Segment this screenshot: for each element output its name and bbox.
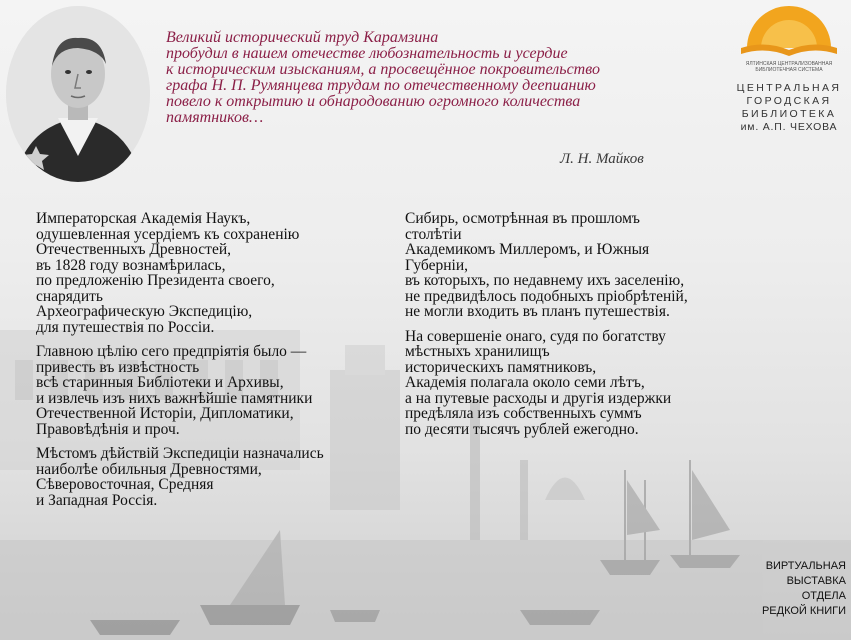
text-line: Правовѣдѣнія и проч.	[36, 420, 180, 438]
karamzin-quote	[166, 30, 706, 126]
quote-line: к историческим изысканиям, а просвещённое покровительство	[166, 61, 600, 78]
text-line: не предвидѣлось подобныхъ пріобрѣтеній,	[405, 287, 688, 305]
text-line: и извлечь изъ нихъ важнѣйшіе памятники	[36, 389, 313, 407]
exhibit-line: ВЫСТАВКА	[786, 575, 846, 587]
exhibit-line: ОТДЕЛА	[801, 590, 846, 602]
paragraph	[36, 344, 406, 437]
logo-small-text: ЯЛТИНСКАЯ ЦЕНТРАЛИЗОВАННАЯ БИБЛИОТЕЧНАЯ СИСТЕМА	[745, 61, 833, 73]
text-line: предѣляла изъ собственныхъ суммъ	[405, 405, 642, 422]
exhibit-line: ВИРТУАЛЬНАЯ	[765, 560, 846, 572]
text-line: Академикомъ Миллеромъ, и Южныя	[405, 241, 650, 258]
paragraph	[405, 329, 785, 438]
text-line: Мѣстомъ дѣйствій Экспедиціи назначались	[36, 445, 324, 462]
paragraph	[36, 446, 406, 508]
logo-line: им. А.П. ЧЕХОВА	[740, 121, 838, 133]
text-line: для путешествія по Россіи.	[36, 318, 215, 336]
logo-line: ГОРОДСКАЯ	[746, 95, 832, 107]
quote-line: пробудил в нашем отечестве любознательность и усердие	[166, 45, 568, 62]
text-line: Археографическую Экспедицію,	[36, 303, 253, 320]
text-line: всѣ старинныя Библіотеки и Архивы,	[36, 374, 284, 391]
text-line: Губерніи,	[405, 256, 468, 274]
text-line: привесть въ извѣстность	[36, 358, 200, 376]
logo-line: ЦЕНТРАЛЬНАЯ	[736, 82, 842, 94]
text-line: въ 1828 году вознамѣрилась,	[36, 256, 226, 274]
text-line: снарядить	[36, 287, 103, 305]
library-logo	[733, 4, 845, 144]
left-text-column	[36, 211, 406, 517]
quote-line: памятников…	[166, 109, 264, 126]
text-line: наиболѣе обильныя Древностями,	[36, 460, 262, 478]
text-line: а на путевые расходы и другія издержки	[405, 389, 672, 407]
text-line: Сибирь, осмотрѣнная въ прошломъ	[405, 210, 640, 227]
quote-line: повело к открытию и обнародованию огромного количества	[166, 93, 581, 110]
text-line: Главною цѣлію сего предпріятія было —	[36, 343, 307, 360]
text-line: Императорская Академія Наукъ,	[36, 210, 251, 227]
quote-author: Л. Н. Майков	[560, 151, 644, 167]
text-line: Академія полагала около семи лѣтъ,	[405, 374, 645, 391]
text-line: столѣтіи	[405, 225, 462, 243]
right-text-column	[405, 211, 785, 446]
paragraph	[36, 211, 406, 335]
text-line: по предложенію Президента своего,	[36, 272, 275, 289]
quote-line: графа Н. П. Румянцева трудам по отечественному деепианию	[166, 77, 596, 94]
text-line: Отечественной Исторіи, Дипломатики,	[36, 405, 294, 422]
text-line: мѣстныхъ хранилищъ	[405, 343, 550, 360]
logo-line: БИБЛИОТЕКА	[741, 108, 837, 120]
sun-book-icon	[733, 4, 845, 60]
text-line: Отечественныхъ Древностей,	[36, 241, 231, 258]
text-line: историческихъ памятниковъ,	[405, 358, 597, 376]
karamzin-portrait	[6, 6, 150, 182]
text-line: не могли входить въ планъ путешествія.	[405, 303, 670, 320]
text-line: Сѣверовосточная, Средняя	[36, 476, 214, 493]
exhibit-line: РЕДКОЙ КНИГИ	[761, 605, 846, 617]
text-line: въ которыхъ, по недавнему ихъ заселенію,	[405, 272, 685, 289]
exhibit-label	[752, 559, 846, 619]
quote-line: Великий исторический труд Карамзина	[166, 29, 439, 46]
text-line: и Западная Россія.	[36, 491, 158, 509]
paragraph	[405, 211, 785, 320]
text-line: по десяти тысячъ рублей ежегодно.	[405, 420, 639, 438]
text-line: одушевленная усердіемъ къ сохраненію	[36, 225, 300, 243]
text-line: На совершеніе онаго, судя по богатству	[405, 327, 666, 345]
